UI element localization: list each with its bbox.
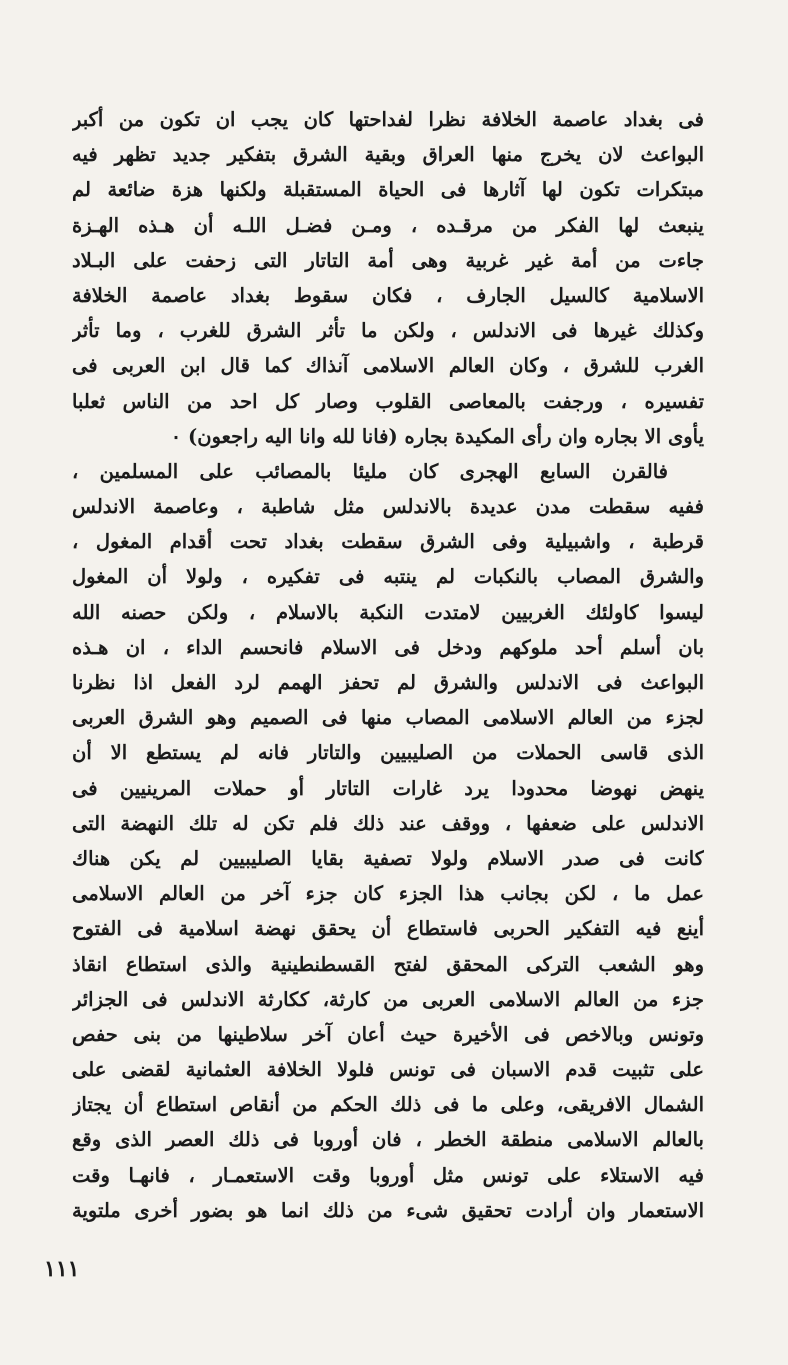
text-line: ينهض نهوضا محدودا يرد غارات التاتار أو حملات المرينيين فى xyxy=(72,776,704,800)
text-line: فيه الاستلاء على تونس مثل أوروبا وقت الاستعمـار ، فانهـا وقت xyxy=(72,1163,704,1187)
text-line: مبتكرات تكون لها آثارها فى الحياة المستقبلة ولكنها هزة ضائعة لم xyxy=(72,178,704,202)
text-line: البواعث فى الاندلس والشرق لم تحفز الهمم لرد الفعل اذا نظرنا xyxy=(72,671,704,694)
text-line: الغرب للشرق ، وكان العالم الاسلامى آنذاك كما قال ابن العربى فى xyxy=(72,354,704,378)
text-line: وكذلك غيرها فى الاندلس ، ولكن ما تأثر الشرق للغرب ، وما تأثر xyxy=(72,319,704,343)
page-number: ١١١ xyxy=(44,1256,80,1281)
text-line: جزء من العالم الاسلامى العربى من كارثة، ككارثة الاندلس فى الجزائر xyxy=(72,987,704,1011)
text-line: لجزء من العالم الاسلامى المصاب منها فى الصميم وهو الشرق العربى xyxy=(72,706,704,730)
text-line: الاسلامية كالسيل الجارف ، فكان سقوط بغداد عاصمة الخلافة xyxy=(72,283,704,307)
text-line: ينبعث لها الفكر من مرقـده ، ومـن فضـل اللـه أن هـذه الهـزة xyxy=(72,213,704,237)
paragraph-1 xyxy=(72,102,704,454)
text-line: ليسوا كاولئك الغربيين لامتدت النكبة بالاسلام ، ولكن حصنه الله xyxy=(72,600,704,624)
text-line: فى بغداد عاصمة الخلافة نظرا لفداحتها كان يجب ان تكون من أكبر xyxy=(72,108,704,131)
body-text xyxy=(72,102,704,1228)
text-line: وهو الشعب التركى المحقق لفتح القسطنطينية والذى استطاع انقاذ xyxy=(72,952,704,976)
text-line: جاءت من أمة غير غربية وهى أمة التاتار التى زحفت على البـلاد xyxy=(72,248,704,272)
text-line: البواعث لان يخرج منها العراق وبقية الشرق بتفكير جديد تظهر فيه xyxy=(72,143,704,167)
text-line: يأوى الا بجاره وان رأى المكيدة بجاره (فانا لله وانا اليه راجعون) ٠ xyxy=(170,424,704,448)
text-line: بان أسلم أحد ملوكهم ودخل فى الاسلام فانحسم الداء ، ان هـذه xyxy=(72,635,704,659)
text-line: الشمال الافريقى، وعلى ما فى ذلك الحكم من أنقاص استطاع أن يجتاز xyxy=(72,1093,704,1117)
text-line: الذى قاسى الحملات من الصليبيين والتاتار فانه لم يستطع الا أن xyxy=(72,741,704,765)
text-line: أينع فيه التفكير الحربى فاستطاع أن يحقق نهضة اسلامية فى الفتوح xyxy=(72,917,704,941)
text-line: فالقرن السابع الهجرى كان مليئا بالمصائب على المسلمين ، xyxy=(72,459,668,483)
text-line: الاستعمار وان أرادت تحقيق شىء من ذلك انما هو بضور أخرى ملتوية xyxy=(72,1198,704,1222)
text-line: والشرق المصاب بالنكبات لم ينتبه فى تفكيره ، ولولا أن المغول xyxy=(72,565,704,589)
text-line: على تثبيت قدم الاسبان فى تونس فلولا الخلافة العثمانية لقضى على xyxy=(72,1058,704,1082)
text-line: ففيه سقطت مدن عديدة بالاندلس مثل شاطبة ، وعاصمة الاندلس xyxy=(72,495,704,519)
text-line: كانت فى صدر الاسلام ولولا تصفية بقايا الصليبيين لم يكن هناك xyxy=(72,846,704,870)
text-line: قرطبة ، واشبيلية وفى الشرق سقطت بغداد تحت أقدام المغول ، xyxy=(72,530,704,554)
text-line: وتونس وبالاخص فى الأخيرة حيث أعان آخر سلاطينها من بنى حفص xyxy=(72,1022,704,1046)
text-line: عمل ما ، لكن بجانب هذا الجزء كان جزء آخر من العالم الاسلامى xyxy=(72,882,704,906)
text-line: بالعالم الاسلامى منطقة الخطر ، فان أوروبا فى ذلك العصر الذى وقع xyxy=(72,1128,704,1152)
paragraph-2 xyxy=(72,454,704,1228)
text-line: الاندلس على ضعفها ، ووقف عند ذلك فلم تكن له تلك النهضة التى xyxy=(72,811,704,835)
text-line: تفسيره ، ورجفت بالمعاصى القلوب وصار كل احد من الناس ثعلبا xyxy=(72,389,704,413)
